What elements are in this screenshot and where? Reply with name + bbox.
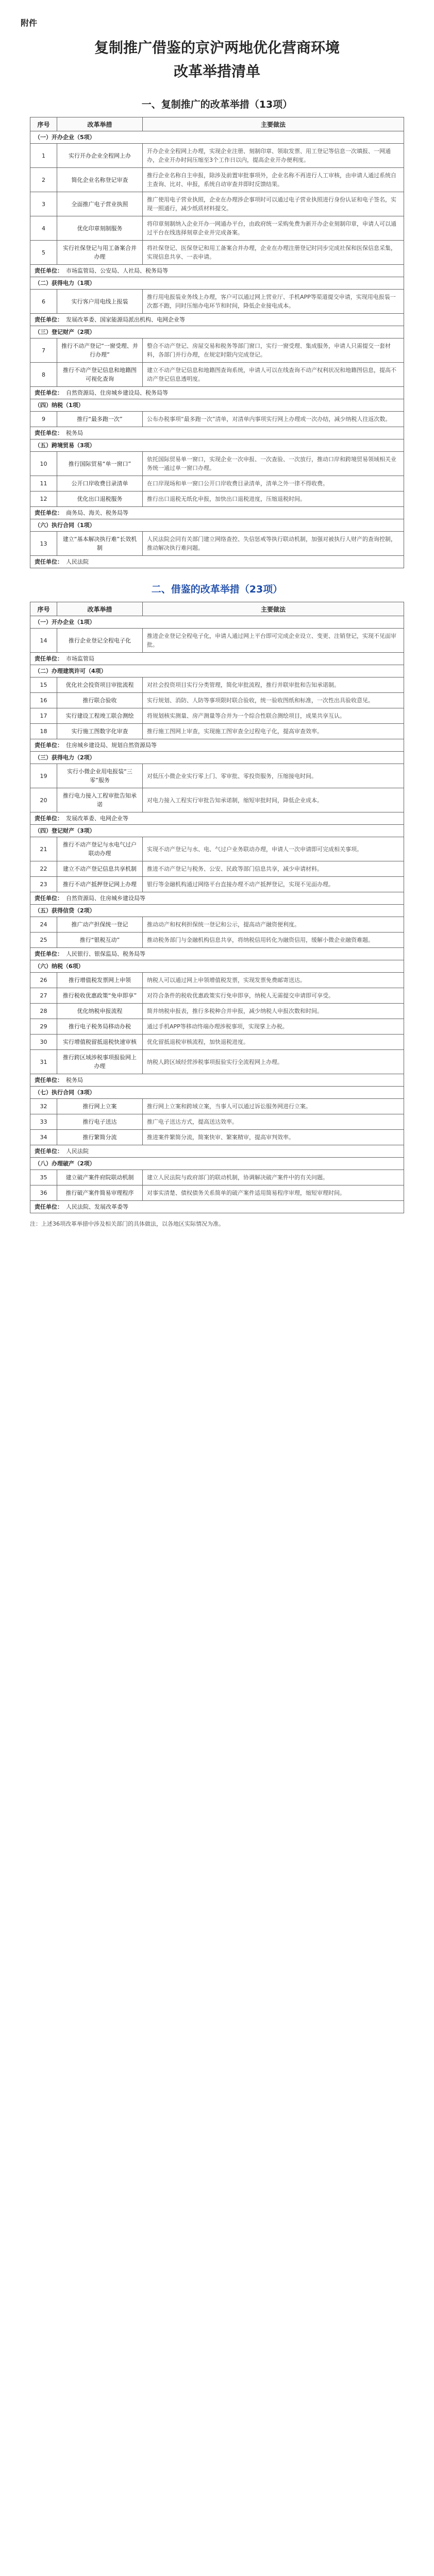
reform-measure: 对社会投资项目实行分类管理，简化审批流程，推行并联审批和告知承诺制。: [143, 677, 404, 693]
reform-name: 推行不动产登记与水电气过户联动办理: [57, 837, 143, 861]
category-label: （六）纳税（6项）: [30, 960, 404, 973]
row-number: 23: [30, 877, 57, 892]
table-row: [30, 877, 404, 892]
category-row: [30, 277, 404, 290]
category-row: [30, 905, 404, 917]
responsible-cell: [30, 387, 404, 399]
reform-name: 推广动产担保统一登记: [57, 917, 143, 933]
row-number: 34: [30, 1130, 57, 1145]
responsible-label: 责任单位：: [35, 1077, 63, 1083]
responsible-cell: [30, 427, 404, 439]
responsible-label: 责任单位：: [35, 267, 63, 274]
reform-measure: 推行网上立案和跨域立案，当事人可以通过诉讼服务网进行立案。: [143, 1099, 404, 1114]
reform-name: 推行“最多跑一次”: [57, 412, 143, 427]
responsible-row: [30, 556, 404, 568]
responsible-label: 责任单位：: [35, 1148, 63, 1155]
responsible-cell: [30, 1074, 404, 1087]
reform-measure: 将社保登记、医保登记和用工备案合并办理，企业在办理注册登记时同步完成社保和医保信息采集，实现信息共享、一表申请。: [143, 241, 404, 265]
reform-name: 推行税收优惠政策“免申即享”: [57, 988, 143, 1004]
category-label: （一）开办企业（5项）: [30, 131, 404, 144]
reform-measure: 推动税务部门与金融机构信息共享，将纳税信用转化为融资信用，缓解小微企业融资难题。: [143, 933, 404, 948]
section-1-title: 一、复制推广的改革举措（13项）: [141, 99, 293, 110]
row-number: 4: [30, 216, 57, 241]
responsible-row: [30, 739, 404, 752]
annex-label: 附件: [21, 18, 38, 28]
reform-name: 实行社保登记与用工备案合并办理: [57, 241, 143, 265]
responsible-row: [30, 507, 404, 519]
responsible-row: [30, 1201, 404, 1213]
reform-measure: 建立不动产登记信息和地籍图查询系统，申请人可以在线查询不动产权利状况和地籍图信息，提高不动产登记信息透明度。: [143, 363, 404, 387]
responsible-units: 商务局、海关、税务局等: [66, 510, 128, 516]
row-number: 22: [30, 861, 57, 877]
reform-name: 优化印章刻制服务: [57, 216, 143, 241]
responsible-row: [30, 1074, 404, 1087]
row-number: 5: [30, 241, 57, 265]
row-number: 2: [30, 168, 57, 192]
table-row: [30, 1114, 404, 1130]
reform-measure: 开办企业全程网上办理，实现企业注册、刻制印章、领取发票、用工登记等信息一次填报、一网通办，企业开办时间压缩至3个工作日以内，提高企业开办便利度。: [143, 144, 404, 168]
row-number: 15: [30, 677, 57, 693]
category-row: [30, 665, 404, 677]
header-no: 序号: [30, 117, 57, 131]
category-label: （八）办理破产（2项）: [30, 1158, 404, 1170]
reform-measure: 对符合条件的税收优惠政策实行免申即享，纳税人无需提交申请即可享受。: [143, 988, 404, 1004]
responsible-label: 责任单位：: [35, 1204, 63, 1210]
reform-name: 推行不动产登记信息和地籍图可视化查询: [57, 363, 143, 387]
responsible-label: 责任单位：: [35, 316, 63, 323]
reform-measure: 整合不动产登记、房屋交易和税务等部门窗口，实行一窗受理、集成服务，申请人只需提交一套材料，各部门并行办理，在规定时限内完成登记。: [143, 338, 404, 363]
responsible-cell: [30, 1201, 404, 1213]
row-number: 29: [30, 1019, 57, 1035]
responsible-row: [30, 1145, 404, 1158]
table-row: [30, 1019, 404, 1035]
reform-name: 简化企业名称登记审查: [57, 168, 143, 192]
reform-name: 建立破产案件府院联动机制: [57, 1170, 143, 1185]
row-number: 28: [30, 1004, 57, 1019]
table-body: [30, 616, 404, 1213]
category-row: [30, 616, 404, 629]
row-number: 30: [30, 1035, 57, 1050]
responsible-units: 税务局: [66, 430, 83, 436]
responsible-units: 市场监管局、公安局、人社局、税务局等: [66, 267, 168, 274]
reform-measure: 人民法院会同有关部门建立网络查控、失信惩戒等执行联动机制，加强对被执行人财产的查询控制，推动解决执行难问题。: [143, 532, 404, 556]
category-label: （二）办理建筑许可（4项）: [30, 665, 404, 677]
section-2-title: 二、借鉴的改革举措（23项）: [151, 584, 283, 595]
responsible-row: [30, 314, 404, 326]
reform-name: 推行破产案件简易审理程序: [57, 1185, 143, 1201]
category-label: （二）获得电力（1项）: [30, 277, 404, 290]
reform-name: 全面推广电子营业执照: [57, 192, 143, 216]
responsible-row: [30, 948, 404, 960]
reform-name: 实行客户用电线上报装: [57, 290, 143, 314]
category-row: [30, 326, 404, 338]
category-label: （一）开办企业（1项）: [30, 616, 404, 629]
category-row: [30, 439, 404, 452]
responsible-units: 自然资源局、住房城乡建设局等: [66, 895, 145, 902]
responsible-row: [30, 653, 404, 665]
reform-measure: 推进不动产登记与税务、公安、民政等部门信息共享，减少申请材料。: [143, 861, 404, 877]
table-row: [30, 492, 404, 507]
reform-name: 推行企业登记全程电子化: [57, 629, 143, 653]
responsible-cell: [30, 892, 404, 905]
table-row: [30, 168, 404, 192]
responsible-units: 税务局: [66, 1077, 83, 1083]
reform-name: 优化纳税申报流程: [57, 1004, 143, 1019]
reform-measure: 纳税人跨区域经营涉税事项报验实行全流程网上办理。: [143, 1050, 404, 1074]
table-row: [30, 216, 404, 241]
reform-measure: 实行规划、消防、人防等事项限时联合验收，统一验收图纸和标准，一次性出具验收意见。: [143, 693, 404, 708]
responsible-units: 人民银行、银保监局、税务局等: [66, 951, 145, 957]
header-measure: 主要做法: [143, 117, 404, 131]
reform-name: 实行施工图数字化审查: [57, 724, 143, 739]
reform-name: 优化社会投资项目审批流程: [57, 677, 143, 693]
responsible-cell: [30, 653, 404, 665]
category-row: [30, 399, 404, 412]
reform-name: 实行小微企业用电报装“三零”服务: [57, 764, 143, 788]
reform-measure: 对电力接入工程实行审批告知承诺制，缩短审批时间，降低企业成本。: [143, 788, 404, 812]
table-row: [30, 1050, 404, 1074]
row-number: 24: [30, 917, 57, 933]
responsible-label: 责任单位：: [35, 430, 63, 436]
category-row: [30, 1087, 404, 1099]
responsible-units: 人民法院、发展改革委等: [66, 1204, 128, 1210]
reform-measure: 对事实清楚、债权债务关系简单的破产案件适用简易程序审理，缩短审理时间。: [143, 1185, 404, 1201]
title-line-1: 复制推广借鉴的京沪两地优化营商环境: [94, 39, 340, 56]
header-name: 改革举措: [57, 117, 143, 131]
table-row: [30, 629, 404, 653]
responsible-label: 责任单位：: [35, 895, 63, 902]
category-row: [30, 752, 404, 764]
row-number: 6: [30, 290, 57, 314]
table-row: [30, 837, 404, 861]
table-row: [30, 1035, 404, 1050]
reform-name: 建立不动产登记信息共享机制: [57, 861, 143, 877]
reform-measure: 依托国际贸易单一窗口，实现企业一次申报、一次查验、一次放行，推动口岸和跨境贸易领域相关业务统一通过单一窗口办理。: [143, 452, 404, 476]
responsible-cell: [30, 948, 404, 960]
row-number: 3: [30, 192, 57, 216]
responsible-label: 责任单位：: [35, 815, 63, 822]
reform-name: 推行不动产登记“一窗受理、并行办理”: [57, 338, 143, 363]
table-row: [30, 290, 404, 314]
row-number: 31: [30, 1050, 57, 1074]
category-label: （三）获得电力（2项）: [30, 752, 404, 764]
row-number: 25: [30, 933, 57, 948]
table-row: [30, 144, 404, 168]
reform-measure: 对低压小微企业实行零上门、零审批、零投资服务，压缩接电时间。: [143, 764, 404, 788]
responsible-row: [30, 812, 404, 825]
reform-measure: 简并纳税申报表，推行多税种合并申报，减少纳税人申报次数和时间。: [143, 1004, 404, 1019]
reform-name: 实行建设工程竣工联合测绘: [57, 708, 143, 724]
responsible-units: 人民法院: [66, 558, 89, 565]
responsible-cell: [30, 265, 404, 277]
reform-measure: 在口岸现场和单一窗口公开口岸收费目录清单，清单之外一律不得收费。: [143, 476, 404, 492]
responsible-label: 责任单位：: [35, 655, 63, 662]
row-number: 26: [30, 973, 57, 988]
table-row: [30, 476, 404, 492]
table-row: [30, 532, 404, 556]
table-row: [30, 1004, 404, 1019]
reform-name: 优化出口退税服务: [57, 492, 143, 507]
reform-measure: 推广使用电子营业执照，企业在办理涉企事项时可以通过电子营业执照进行身份认证和电子签名，实现一照通行，减少纸质材料提交。: [143, 192, 404, 216]
category-row: [30, 1158, 404, 1170]
row-number: 8: [30, 363, 57, 387]
reform-measure: 纳税人可以通过网上申领增值税发票，实现发票免费邮寄送达。: [143, 973, 404, 988]
row-number: 18: [30, 724, 57, 739]
table-row: [30, 363, 404, 387]
category-label: （四）纳税（1项）: [30, 399, 404, 412]
reform-name: 公开口岸收费目录清单: [57, 476, 143, 492]
reform-measure: 将印章刻制纳入企业开办一网通办平台，由政府统一采购免费为新开办企业刻制印章，申请人可以通过平台在线选择刻章企业并完成备案。: [143, 216, 404, 241]
category-label: （七）执行合同（3项）: [30, 1087, 404, 1099]
reform-measure: 推广电子送达方式，提高送达效率。: [143, 1114, 404, 1130]
reform-table-1: [30, 117, 404, 568]
row-number: 11: [30, 476, 57, 492]
table-row: [30, 1130, 404, 1145]
responsible-cell: [30, 556, 404, 568]
responsible-row: [30, 265, 404, 277]
table-row: [30, 192, 404, 216]
table-header-row: [30, 602, 404, 616]
reform-measure: 通过手机APP等移动终端办理涉税事项，实现掌上办税。: [143, 1019, 404, 1035]
responsible-units: 发展改革委、电网企业等: [66, 815, 128, 822]
reform-name: 推行跨区域涉税事项报验网上办理: [57, 1050, 143, 1074]
document-title: [30, 0, 404, 83]
reform-measure: 银行等金融机构通过网络平台直接办理不动产抵押登记，实现不见面办理。: [143, 877, 404, 892]
row-number: 10: [30, 452, 57, 476]
responsible-units: 人民法院: [66, 1148, 89, 1155]
table-row: [30, 724, 404, 739]
reform-name: 推行网上立案: [57, 1099, 143, 1114]
responsible-units: 自然资源局、住房城乡建设局、税务局等: [66, 389, 168, 396]
table-header-row: [30, 117, 404, 131]
table-row: [30, 708, 404, 724]
row-number: 19: [30, 764, 57, 788]
footnote: 注：上述36项改革举措中涉及相关部门的具体做法，以各地区实际情况为准。: [30, 1221, 224, 1227]
responsible-cell: [30, 739, 404, 752]
row-number: 9: [30, 412, 57, 427]
reform-measure: 将规划核实测量、房产测量等合并为一个综合性联合测绘项目，成果共享互认。: [143, 708, 404, 724]
responsible-cell: [30, 812, 404, 825]
row-number: 35: [30, 1170, 57, 1185]
table-row: [30, 917, 404, 933]
table-row: [30, 1099, 404, 1114]
reform-table-2: [30, 602, 404, 1213]
header-name: 改革举措: [57, 602, 143, 616]
reform-name: 建立“基本解决执行难”长效机制: [57, 532, 143, 556]
category-row: [30, 960, 404, 973]
row-number: 33: [30, 1114, 57, 1130]
row-number: 13: [30, 532, 57, 556]
table-row: [30, 973, 404, 988]
table-row: [30, 988, 404, 1004]
category-label: （五）跨境贸易（3项）: [30, 439, 404, 452]
row-number: 36: [30, 1185, 57, 1201]
row-number: 12: [30, 492, 57, 507]
responsible-label: 责任单位：: [35, 742, 63, 749]
table-row: [30, 788, 404, 812]
reform-measure: 实现不动产登记与水、电、气过户业务联动办理，申请人一次申请即可完成相关事项。: [143, 837, 404, 861]
title-line-2: 改革举措清单: [173, 63, 260, 80]
category-row: [30, 825, 404, 837]
reform-measure: 推行用电报装业务线上办理，客户可以通过网上营业厅、手机APP等渠道提交申请，实现用电报装一次都不跑，同时压缩办电环节和时间，降低企业接电成本。: [143, 290, 404, 314]
reform-name: 推行联合验收: [57, 693, 143, 708]
reform-name: 推行电力接入工程审批告知承诺: [57, 788, 143, 812]
header-measure: 主要做法: [143, 602, 404, 616]
reform-measure: 推行企业名称自主申报，除涉及前置审批事项外，企业名称不再进行人工审核，由申请人通过系统自主查询、比对、申报，系统自动审查并即时反馈结果。: [143, 168, 404, 192]
reform-measure: 建立人民法院与政府部门的联动机制，协调解决破产案件中的有关问题。: [143, 1170, 404, 1185]
reform-name: 推行电子税务局移动办税: [57, 1019, 143, 1035]
row-number: 27: [30, 988, 57, 1004]
reform-name: 实行增值税留抵退税快速审核: [57, 1035, 143, 1050]
responsible-cell: [30, 314, 404, 326]
responsible-label: 责任单位：: [35, 558, 63, 565]
table-row: [30, 412, 404, 427]
reform-measure: 优化留抵退税审核流程，加快退税进度。: [143, 1035, 404, 1050]
reform-name: 推行不动产抵押登记网上办理: [57, 877, 143, 892]
category-label: （三）登记财产（2项）: [30, 326, 404, 338]
row-number: 7: [30, 338, 57, 363]
table-body: [30, 131, 404, 568]
reform-name: 推行增值税发票网上申领: [57, 973, 143, 988]
table-row: [30, 1170, 404, 1185]
row-number: 32: [30, 1099, 57, 1114]
reform-measure: 推动动产和权利担保统一登记和公示，提高动产融资便利度。: [143, 917, 404, 933]
responsible-row: [30, 427, 404, 439]
table-row: [30, 241, 404, 265]
reform-measure: 推进企业登记全程电子化，申请人通过网上平台即可完成企业设立、变更、注销登记，实现不见面审批。: [143, 629, 404, 653]
responsible-units: 住房城乡建设局、规划自然资源局等: [66, 742, 157, 749]
table-row: [30, 764, 404, 788]
reform-name: 推行国际贸易“单一窗口”: [57, 452, 143, 476]
responsible-units: 市场监管局: [66, 655, 94, 662]
row-number: 1: [30, 144, 57, 168]
row-number: 20: [30, 788, 57, 812]
reform-name: 推行“银税互动”: [57, 933, 143, 948]
table-row: [30, 1185, 404, 1201]
reform-name: 推行电子送达: [57, 1114, 143, 1130]
table-row: [30, 693, 404, 708]
row-number: 17: [30, 708, 57, 724]
responsible-label: 责任单位：: [35, 510, 63, 516]
row-number: 16: [30, 693, 57, 708]
reform-measure: 公布办税事项“最多跑一次”清单，对清单内事项实行网上办理或一次办结，减少纳税人往返次数。: [143, 412, 404, 427]
table-row: [30, 677, 404, 693]
category-label: （四）登记财产（3项）: [30, 825, 404, 837]
category-label: （五）获得信贷（2项）: [30, 905, 404, 917]
responsible-row: [30, 387, 404, 399]
table-row: [30, 933, 404, 948]
table-row: [30, 861, 404, 877]
reform-measure: 推行出口退税无纸化申报，加快出口退税进度，压缩退税时间。: [143, 492, 404, 507]
row-number: 14: [30, 629, 57, 653]
reform-measure: 推进案件繁简分流，简案快审、繁案精审，提高审判效率。: [143, 1130, 404, 1145]
responsible-label: 责任单位：: [35, 951, 63, 957]
category-label: （六）执行合同（1项）: [30, 519, 404, 532]
responsible-row: [30, 892, 404, 905]
category-row: [30, 519, 404, 532]
responsible-cell: [30, 507, 404, 519]
responsible-units: 发展改革委、国家能源局派出机构、电网企业等: [66, 316, 185, 323]
header-no: 序号: [30, 602, 57, 616]
reform-measure: 推行施工图网上审查，实现施工图审查全过程电子化，提高审查效率。: [143, 724, 404, 739]
table-row: [30, 452, 404, 476]
table-row: [30, 338, 404, 363]
reform-name: 实行开办企业全程网上办: [57, 144, 143, 168]
responsible-cell: [30, 1145, 404, 1158]
row-number: 21: [30, 837, 57, 861]
reform-name: 推行繁简分流: [57, 1130, 143, 1145]
responsible-label: 责任单位：: [35, 389, 63, 396]
category-row: [30, 131, 404, 144]
document-page: [0, 0, 434, 1228]
